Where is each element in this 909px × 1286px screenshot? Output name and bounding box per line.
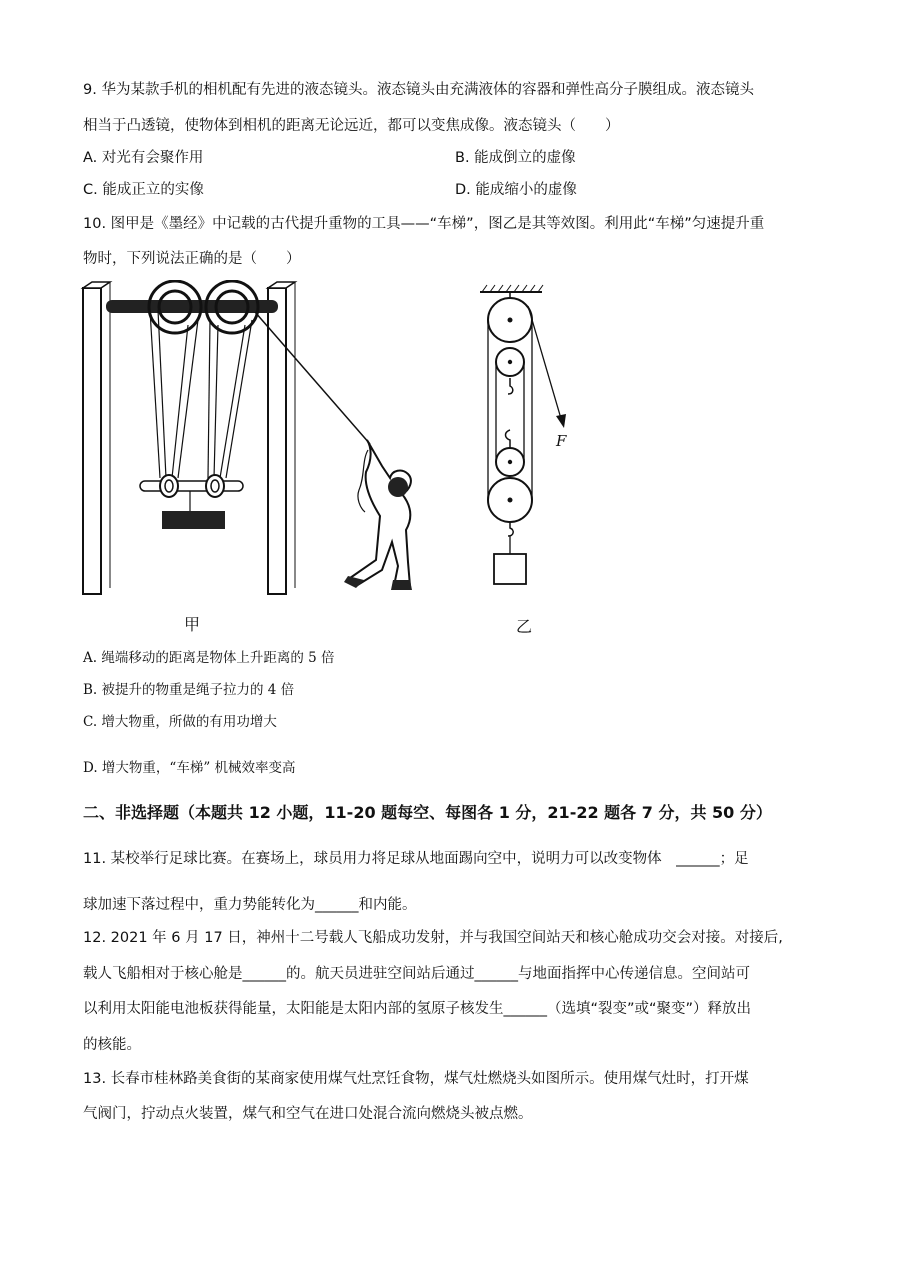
q13-line2: 气阀门，拧动点火装置，煤气和空气在进口处混合流向燃烧头被点燃。: [83, 1106, 533, 1122]
q9-stem-line1: 9. 华为某款手机的相机配有先进的液态镜头。液态镜头由充满液体的容器和弹性高分子膜组成。液态镜头: [83, 82, 754, 98]
q10-stem-line1: 10. 图甲是《墨经》中记载的古代提升重物的工具——“车梯”，图乙是其等效图。利用此“车梯”匀速提升重: [83, 216, 765, 232]
q11-line2: 球加速下落过程中，重力势能转化为______和内能。: [83, 897, 417, 913]
q9-stem-line2: 相当于凸透镜，使物体到相机的距离无论远近，都可以变焦成像。液态镜头（ ）: [83, 118, 620, 134]
q10-stem-line2: 物时，下列说法正确的是（ ）: [83, 251, 301, 267]
section-2-title: 二、非选择题（本题共 12 小题，11-20 题每空、每图各 1 分，21-22 题各 7 分，共 50 分）: [83, 803, 772, 822]
figure-yi-caption: 乙: [516, 617, 533, 636]
q10-option-c: C. 增大物重，所做的有用功增大: [83, 714, 277, 730]
force-label-f: F: [556, 432, 567, 450]
q9-option-d: D. 能成缩小的虚像: [455, 182, 577, 198]
q10-option-b: B. 被提升的物重是绳子拉力的 4 倍: [83, 682, 295, 698]
figure-yi-pulley-system: [470, 282, 590, 592]
figure-jia-caption: 甲: [184, 615, 201, 634]
q12-line4: 的核能。: [83, 1037, 141, 1053]
q9-option-a: A. 对光有会聚作用: [83, 150, 204, 166]
q12-line2: 载人飞船相对于核心舱是______的。航天员进驻空间站后通过______与地面指挥中心传递信息。空间站可: [83, 966, 750, 982]
q12-line3: 以利用太阳能电池板获得能量，太阳能是太阳内部的氢原子核发生______（选填“裂变”或“聚变”）释放出: [83, 1001, 752, 1017]
q9-option-c: C. 能成正立的实像: [83, 182, 204, 198]
figure-jia-chariot-ladder: [80, 280, 420, 600]
q11-line1: 11. 某校举行足球比赛。在赛场上，球员用力将足球从地面踢向空中，说明力可以改变物体 ______；足: [83, 851, 749, 867]
q10-option-a: A. 绳端移动的距离是物体上升距离的 5 倍: [83, 650, 335, 666]
q12-line1: 12. 2021 年 6 月 17 日，神州十二号载人飞船成功发射，并与我国空间站天和核心舱成功交会对接。对接后,: [83, 930, 783, 946]
q13-line1: 13. 长春市桂林路美食街的某商家使用煤气灶烹饪食物，煤气灶燃烧头如图所示。使用煤气灶时，打开煤: [83, 1071, 749, 1087]
q10-option-d: D. 增大物重，“车梯” 机械效率变高: [83, 760, 296, 776]
q9-option-b: B. 能成倒立的虚像: [455, 150, 576, 166]
